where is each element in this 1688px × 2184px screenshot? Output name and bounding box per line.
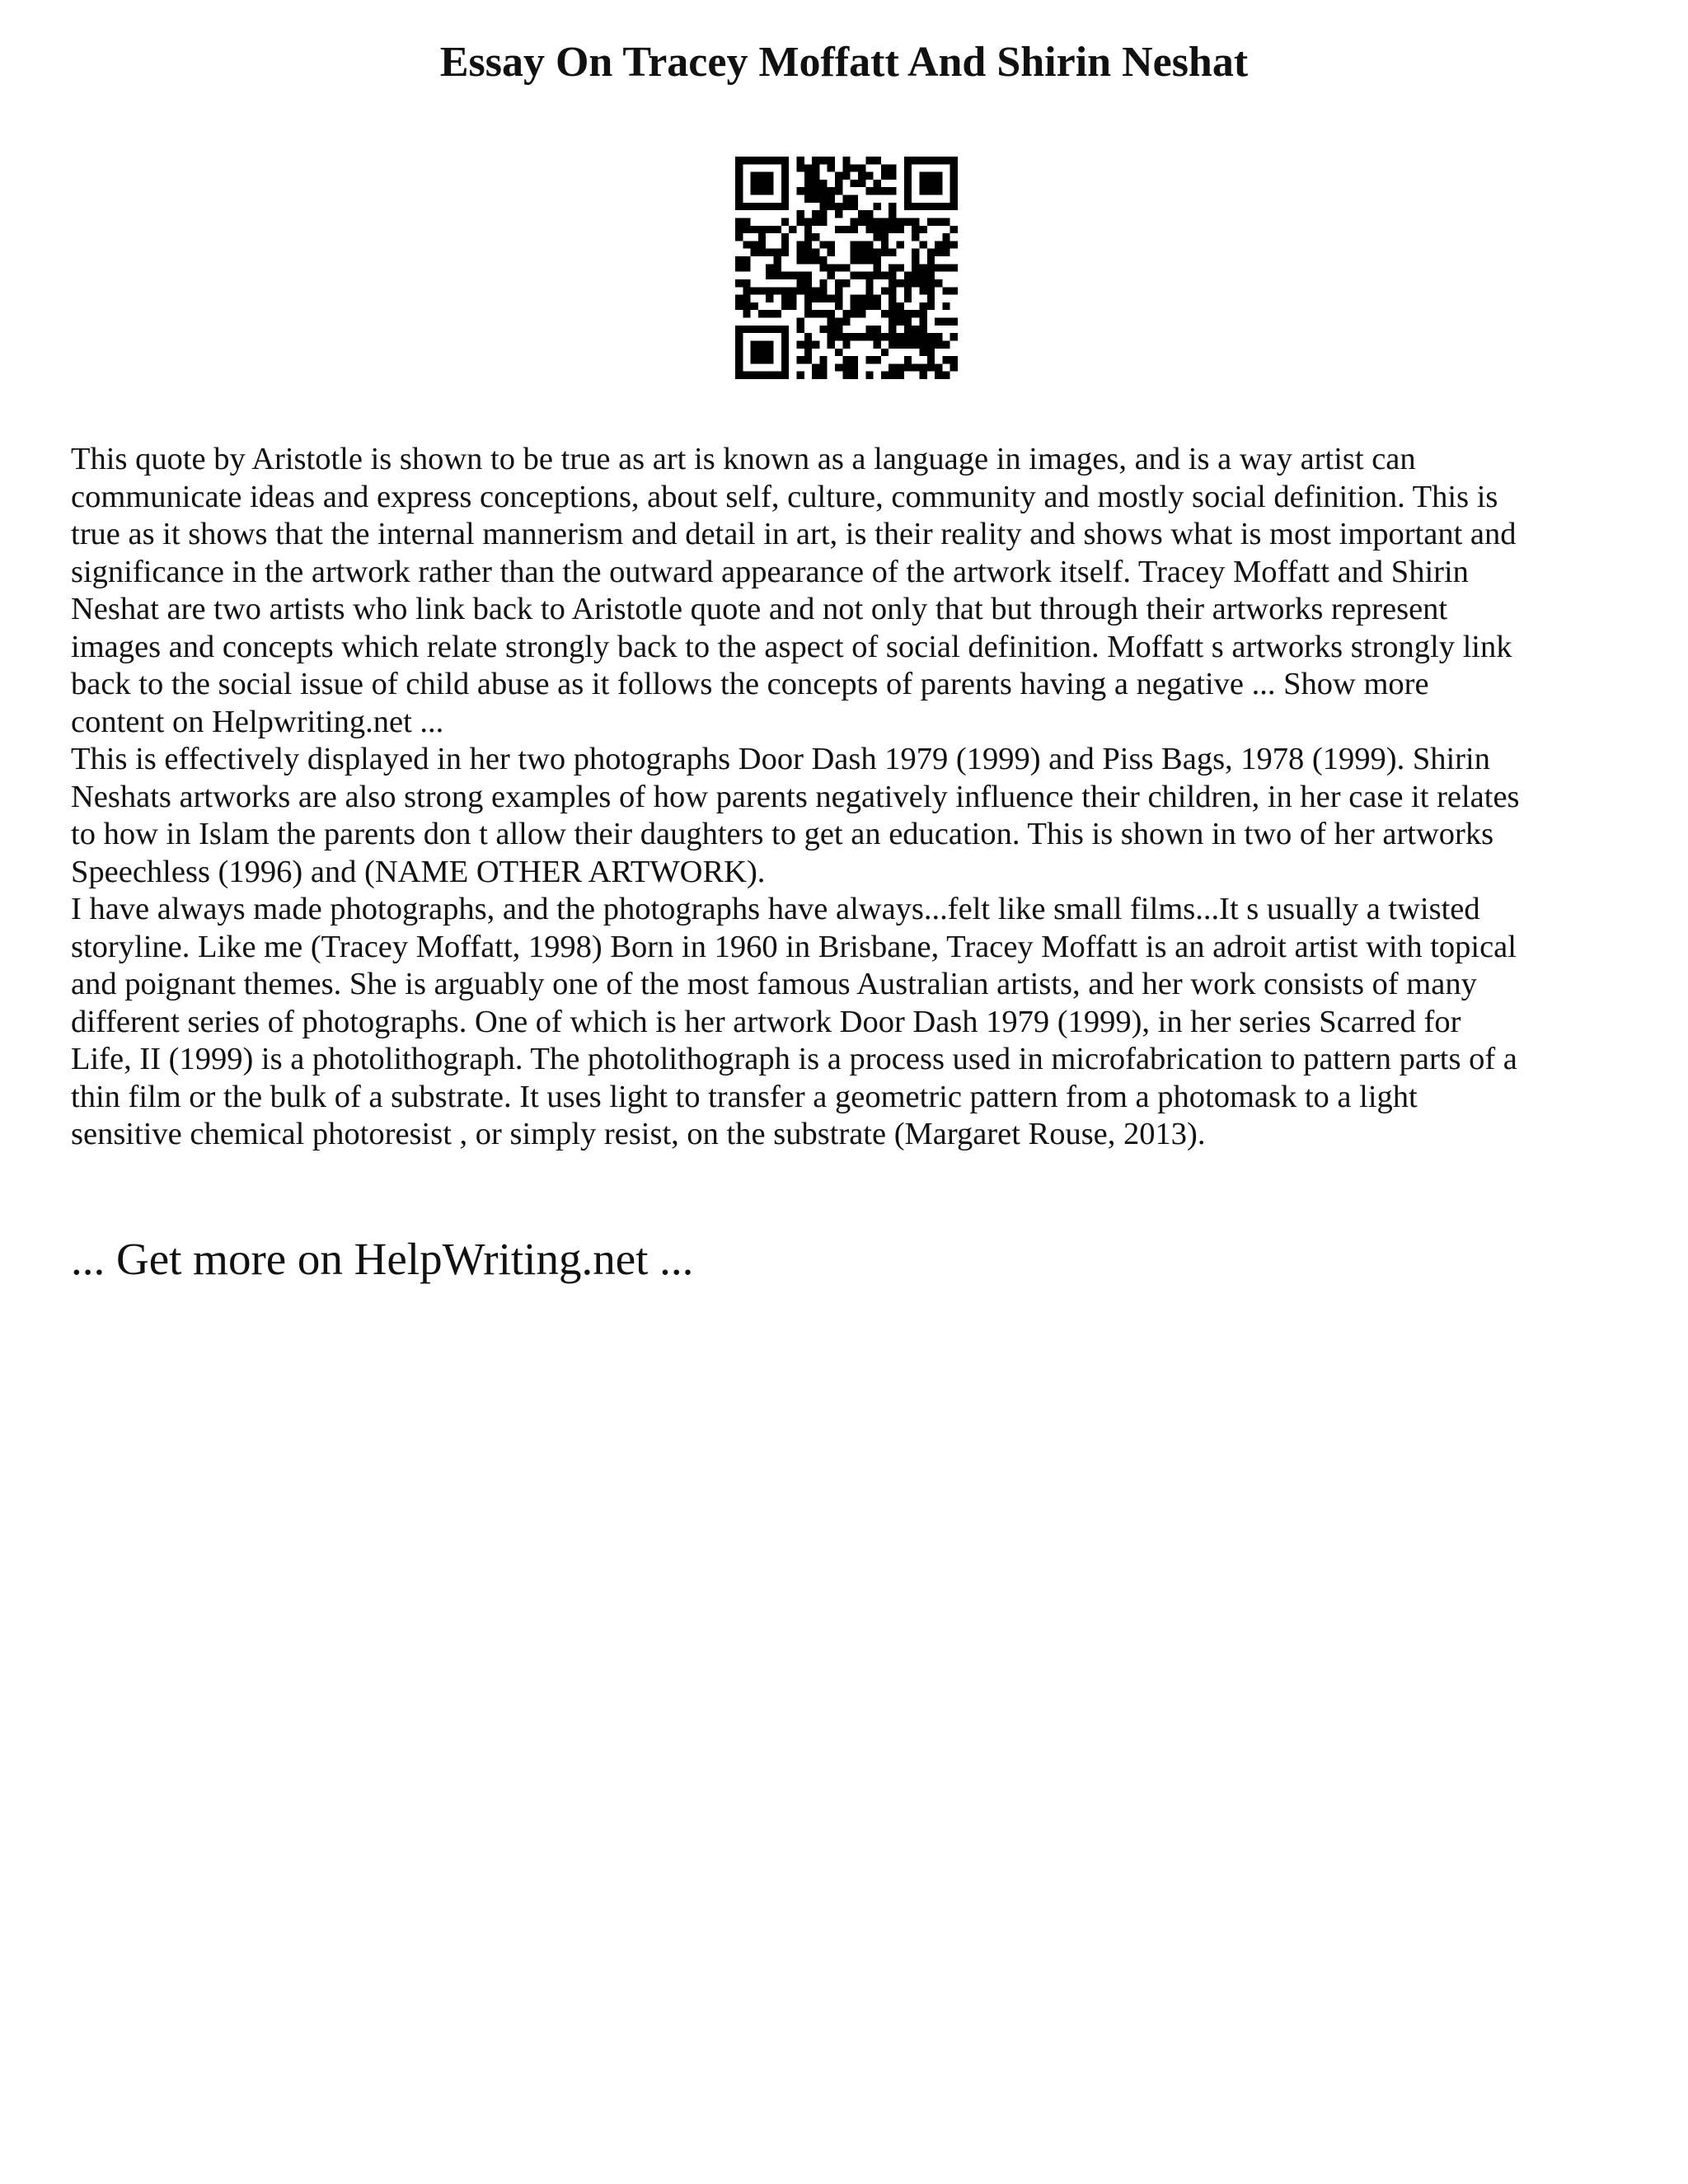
page-title: Essay On Tracey Moffatt And Shirin Neshat xyxy=(439,39,1249,86)
text-line: Neshat are two artists who link back to Aristotle quote and not only that but through their artworks represent xyxy=(71,592,1448,626)
qr-code-icon xyxy=(735,157,958,379)
get-more-link[interactable]: ... Get more on HelpWriting.net ... xyxy=(71,1234,694,1284)
text-line: to how in Islam the parents don t allow their daughters to get an education. This is shown in two of her artworks xyxy=(71,817,1494,851)
text-line: storyline. Like me (Tracey Moffatt, 1998) Born in 1960 in Brisbane, Tracey Moffatt is an adroit artist with topical xyxy=(71,929,1517,964)
text-line: back to the social issue of child abuse as it follows the concepts of parents having a negative ... Show more xyxy=(71,667,1429,701)
text-line: different series of photographs. One of which is her artwork Door Dash 1979 (1999), in her series Scarred for xyxy=(71,1004,1461,1039)
text-line: Life, II (1999) is a photolithograph. The photolithograph is a process used in microfabrication to pattern parts of a xyxy=(71,1042,1517,1076)
text-line: communicate ideas and express conceptions, about self, culture, community and mostly social definition. This is xyxy=(71,479,1498,514)
text-line: Speechless (1996) and (NAME OTHER ARTWORK). xyxy=(71,854,766,889)
paragraph xyxy=(71,891,1520,1154)
text-line: Neshats artworks are also strong examples of how parents negatively influence their children, in her case it relates xyxy=(71,779,1520,814)
text-line: and poignant themes. She is arguably one of the most famous Australian artists, and her work consists of many xyxy=(71,967,1477,1001)
text-line: sensitive chemical photoresist , or simply resist, on the substrate (Margaret Rouse, 2013). xyxy=(71,1117,1206,1151)
text-line: content on Helpwriting.net ... xyxy=(71,704,444,739)
text-line: significance in the artwork rather than the outward appearance of the artwork itself. Tracey Moffatt and Shirin xyxy=(71,554,1469,589)
paragraph xyxy=(71,441,1520,741)
text-line: This is effectively displayed in her two photographs Door Dash 1979 (1999) and Piss Bags, 1978 (1999). Shirin xyxy=(71,742,1490,776)
paragraph xyxy=(71,741,1520,891)
text-line: I have always made photographs, and the photographs have always...felt like small films...It s usually a twisted xyxy=(71,892,1480,926)
text-line: thin film or the bulk of a substrate. It uses light to transfer a geometric pattern from a photomask to a light xyxy=(71,1079,1418,1114)
essay-body xyxy=(71,441,1520,1154)
text-line: This quote by Aristotle is shown to be true as art is known as a language in images, and is a way artist can xyxy=(71,442,1416,476)
text-line: true as it shows that the internal mannerism and detail in art, is their reality and shows what is most important and xyxy=(71,517,1517,551)
text-line: images and concepts which relate strongly back to the aspect of social definition. Moffatt s artworks strongly link xyxy=(71,629,1512,664)
